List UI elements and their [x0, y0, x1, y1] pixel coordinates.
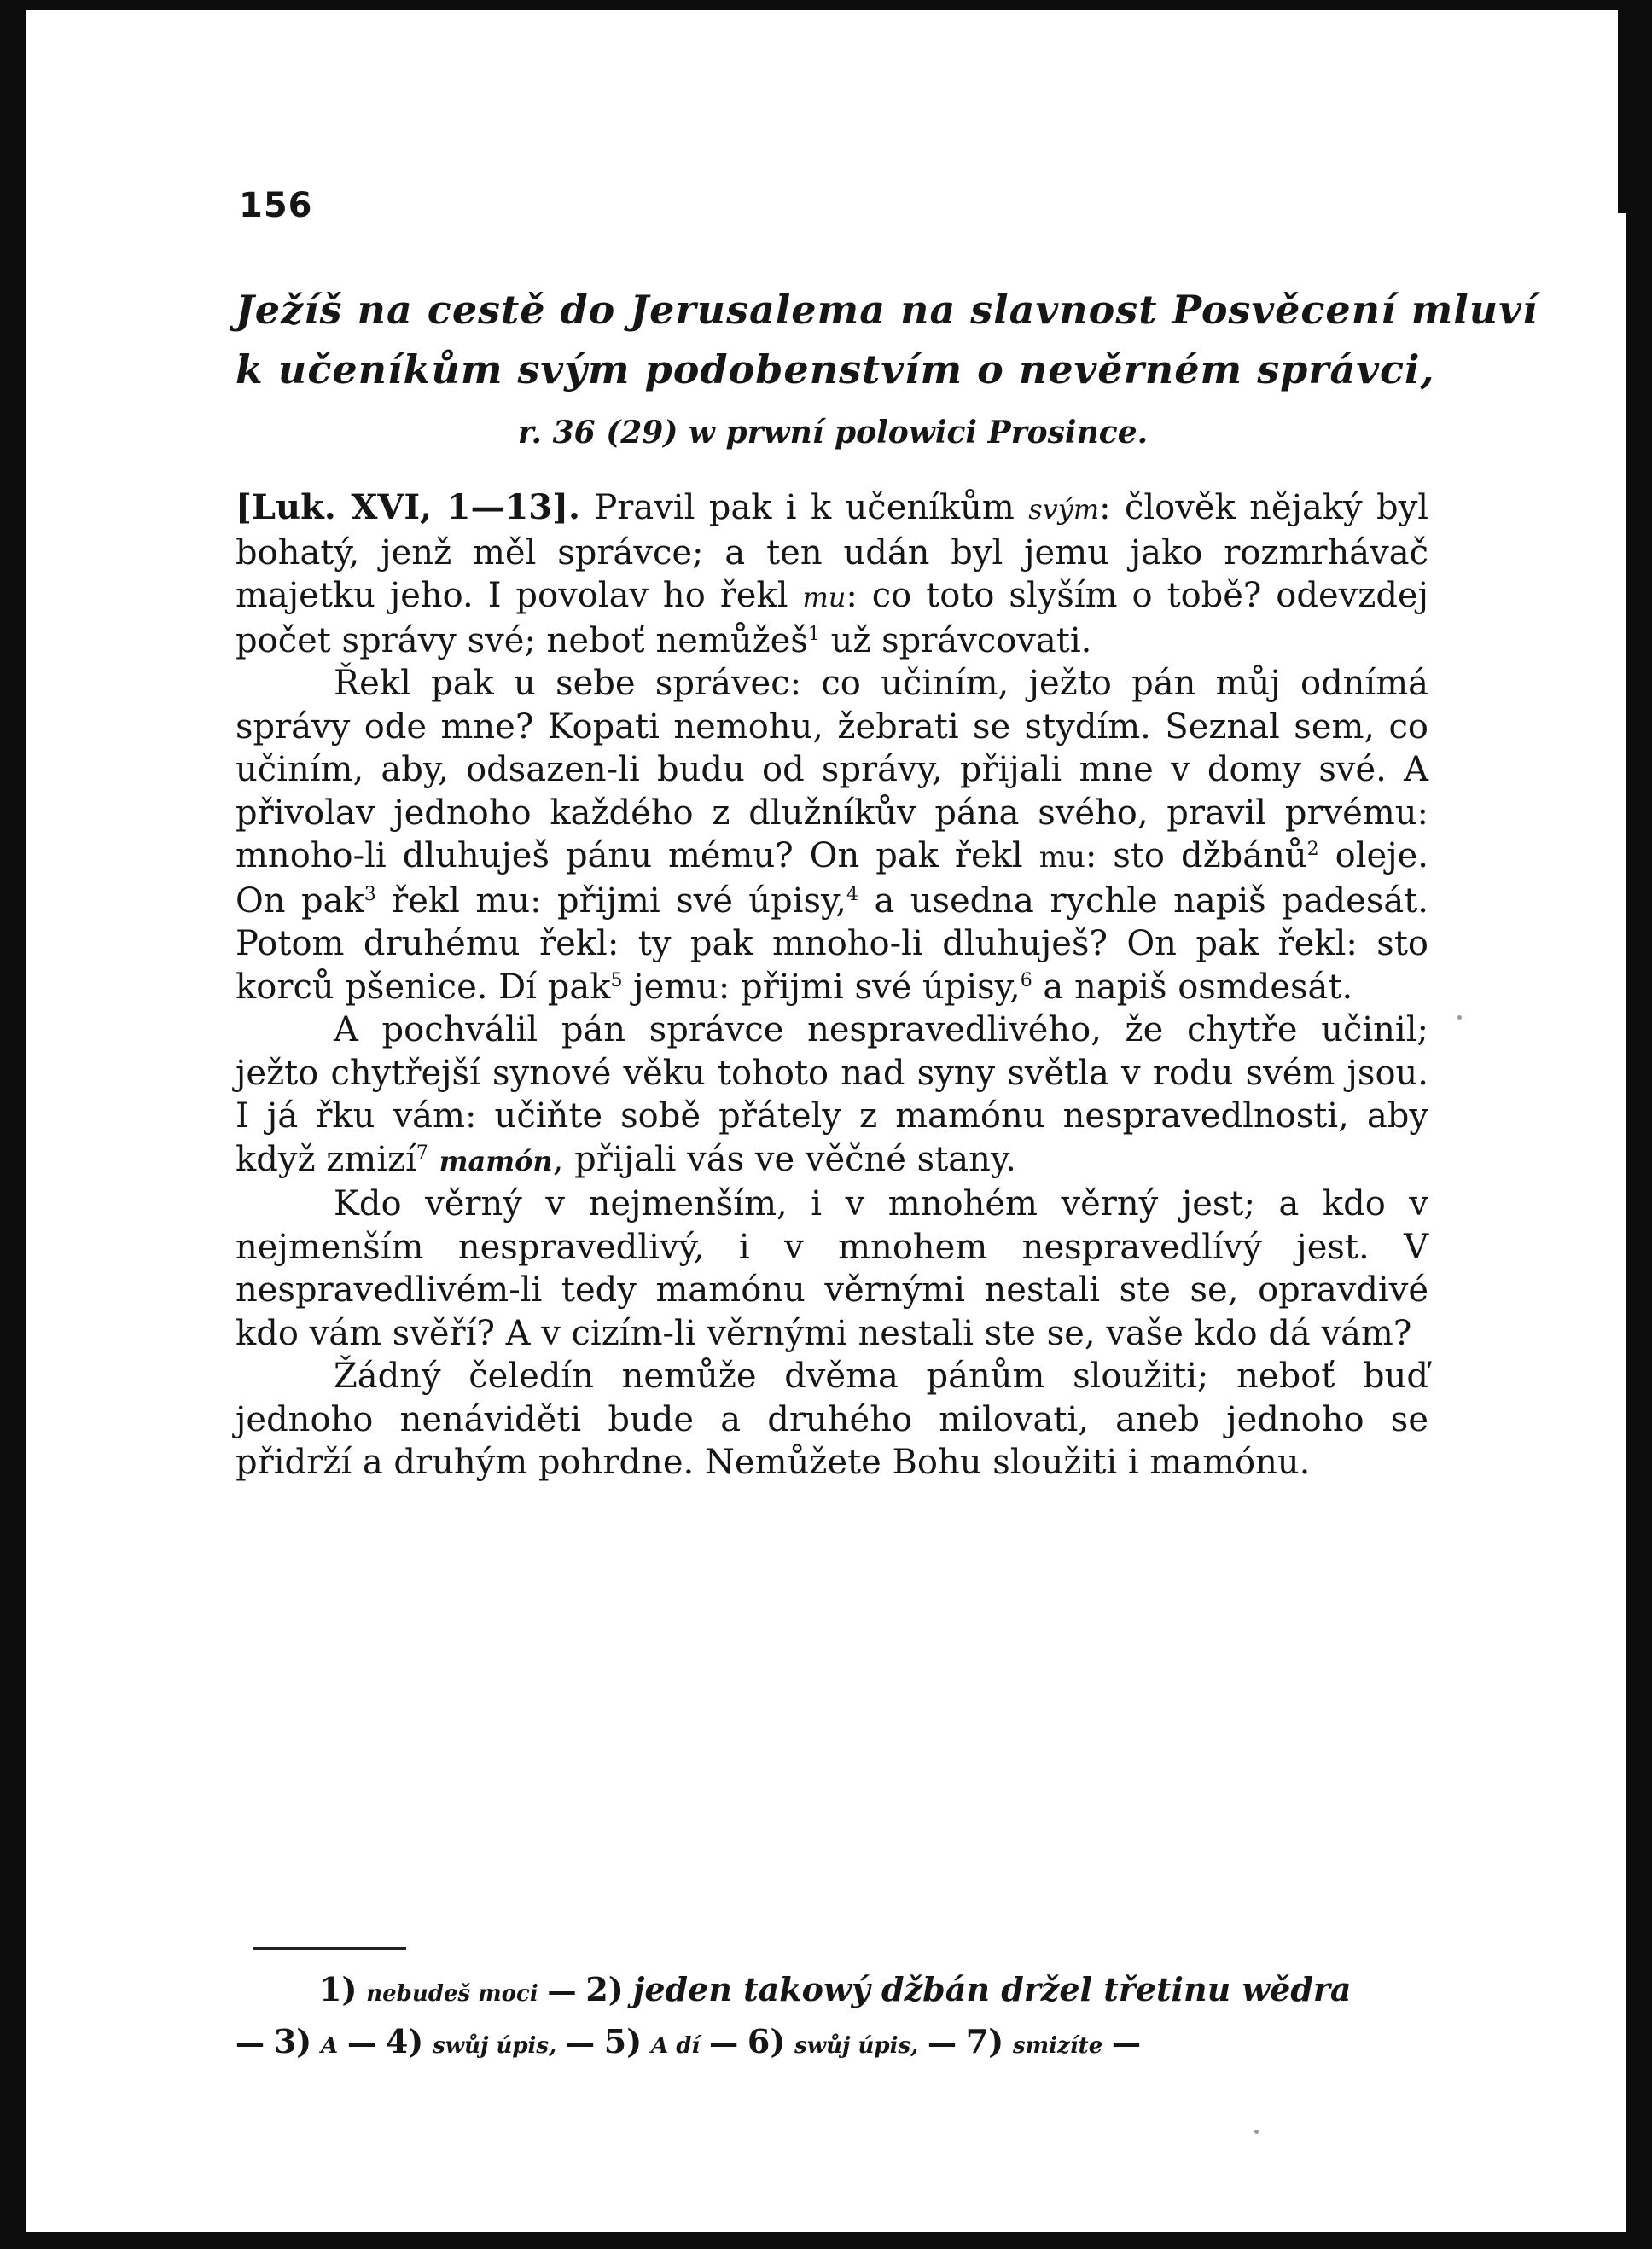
- text-span: a napiš osmdesát.: [1032, 967, 1353, 1007]
- text-span: řekl mu: přijmi své úpisy,: [375, 880, 846, 921]
- paragraph-4: Kdo věrný v nejmenším, i v mnohém věrný jest; a kdo v nejmenším nespravedlivý, i v mnohem nespravedlívý jest. V nespravedlivém-li tedy mamónu věrnými nestali ste se, opravdivé kdo vám svěří? A v cizím-li věrnými nestali ste se, vaše kdo dá vám?: [236, 1184, 1428, 1353]
- footnote-separator: —: [709, 2026, 739, 2060]
- footnote-marker: 2: [1306, 839, 1319, 860]
- footnote-text: jeden takowý džbán držel třetinu wědra: [632, 1970, 1352, 2008]
- footnote-marker: 6: [1020, 969, 1032, 991]
- paragraph-5: Žádný čeledín nemůže dvěma pánům sloužiti; neboť buď jednoho nenáviděti bude a druhého milovati, aneb jednoho se přidrží a druhým pohrdne. Nemůžete Bohu sloužiti i mamónu.: [236, 1357, 1428, 1482]
- scan-speck: [1254, 2130, 1259, 2134]
- footnote-text: swůj úpis,: [794, 2033, 919, 2059]
- italic-word: mu: [802, 581, 846, 613]
- footnote-separator: —: [565, 2026, 595, 2060]
- footnote-line-2: [236, 2018, 1428, 2070]
- heading-line-2: k učeníkům svým podobenstvím o nevěrném správci,: [236, 346, 1435, 392]
- text-span: : co toto slyším o tobě? odevzdej počet správy své; neboť nemůžeš: [236, 576, 1429, 660]
- heading-line-1: Ježíš na cestě do Jerusalema na slavnost Posvěcení mluví: [236, 287, 1539, 333]
- text-span: , přijali vás ve věčné stany.: [552, 1139, 1016, 1179]
- heading-date: r. 36 (29) w prwní polowici Prosince.: [517, 415, 1149, 450]
- paragraph-1: [236, 486, 1428, 662]
- text-span: a usedna rychle napiš padesát. Potom druhému řekl: ty pak mnoho-li dluhuješ? On pak řekl: sto korců pšenice. Dí pak: [236, 880, 1428, 1007]
- footnote-separator: —: [547, 1974, 577, 2008]
- footnote-text: A: [321, 2033, 339, 2059]
- paragraph-2: [236, 662, 1428, 1008]
- text-span: Řekl pak u sebe správec: co učiním, ježto pán můj odnímá správy ode mne? Kopati nemohu, žebrati se stydím. Seznal sem, co učiním, aby, odsazen-li budu od správy, přijali mne v domy své. A přivolav jednoho každého z dlužníkův pána svého, pravil prvému: mnoho-li dluhuješ pánu mému? On pak řekl: [236, 664, 1428, 875]
- text-span: oleje. On pak: [236, 836, 1428, 921]
- text-span: jemu: přijmi své úpisy,: [622, 967, 1021, 1007]
- chapter-heading: [236, 280, 1539, 462]
- footnote-separator: —: [1112, 2026, 1142, 2060]
- footnote-number: 3): [273, 2022, 312, 2060]
- italic-word: mamón: [439, 1144, 553, 1177]
- footnote-line-1: [236, 1966, 1428, 2018]
- footnote-text: A dí: [650, 2033, 701, 2059]
- footnote-separator: —: [347, 2026, 377, 2060]
- footnote-marker: 7: [416, 1142, 428, 1164]
- text-span: A pochválil pán správce nespravedlivého, že chytře učinil; ježto chytřejší synové věku tohoto nad syny světla v rodu svém jsou. I já řku vám: učiňte sobě přátely z mamónu nespravedlnosti, aby když zmizí: [236, 1010, 1428, 1179]
- text-span: už správcovati.: [819, 620, 1092, 660]
- text-span: : sto džbánů: [1085, 836, 1307, 875]
- footnotes: [236, 1966, 1428, 2070]
- footnote-separator: —: [927, 2026, 957, 2060]
- small-word: mu: [1038, 840, 1085, 875]
- text-span: : člověk nějaký byl bohatý, jenž měl správce; a ten udán byl jemu jako rozmrhávač majetku jeho. I povolav ho řekl: [236, 488, 1429, 615]
- footnote-number: 7): [965, 2022, 1004, 2060]
- paragraph-3: [236, 1008, 1428, 1183]
- body-text: [236, 486, 1428, 1485]
- footnote-number: 5): [603, 2022, 643, 2060]
- footnote-marker: 4: [846, 883, 858, 905]
- footnote-number: 4): [385, 2022, 424, 2060]
- scripture-reference: [Luk. XVI, 1—13].: [236, 487, 580, 527]
- footnote-marker: 1: [807, 623, 820, 645]
- footnote-separator: —: [236, 2026, 265, 2060]
- footnote-divider: [253, 1947, 406, 1950]
- footnote-number: 6): [747, 2022, 786, 2060]
- footnote-text: swůj úpis,: [433, 2033, 557, 2059]
- footnote-marker: 5: [610, 969, 623, 991]
- footnote-number: 1): [319, 1970, 358, 2008]
- page-number: 156: [239, 186, 313, 225]
- footnote-marker: 3: [364, 883, 376, 905]
- italic-word: svým: [1028, 493, 1100, 526]
- footnote-number: 2): [585, 1970, 624, 2008]
- scan-speck: [1457, 1015, 1462, 1020]
- footnote-text: smizíte: [1013, 2033, 1103, 2059]
- text-span: [428, 1140, 439, 1179]
- footnote-text: nebudeš moci: [366, 1981, 538, 2007]
- text-span: Pravil pak i k učeníkům: [579, 488, 1029, 527]
